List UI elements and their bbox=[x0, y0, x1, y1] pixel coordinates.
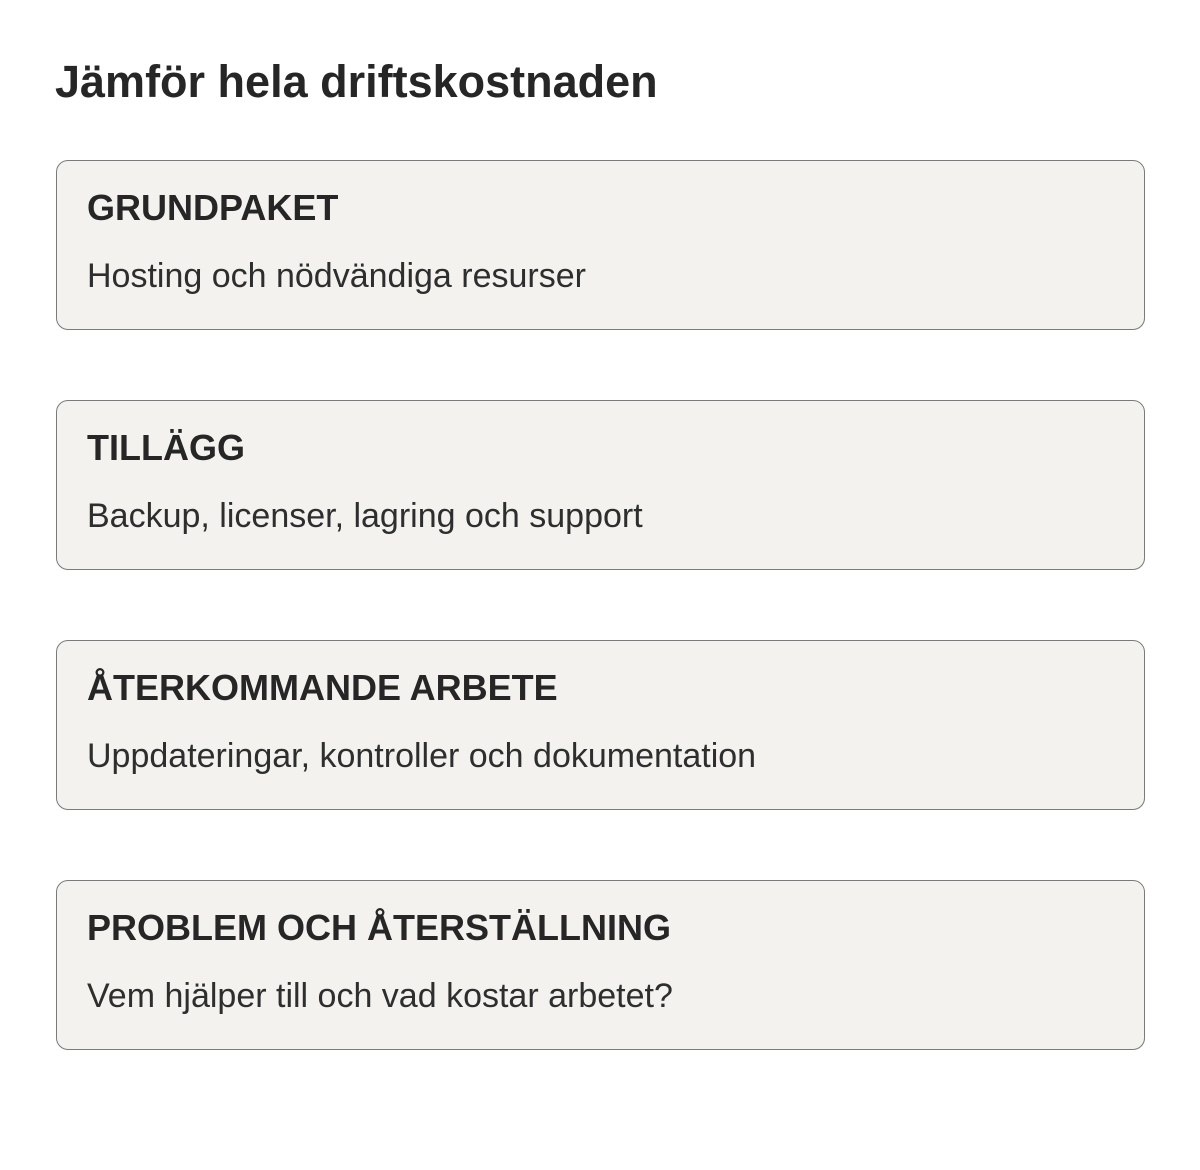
card-title: TILLÄGG bbox=[87, 427, 245, 468]
card-description: Hosting och nödvändiga resurser bbox=[87, 257, 586, 295]
card-title: GRUNDPAKET bbox=[87, 187, 339, 228]
card-grundpaket bbox=[56, 160, 1145, 330]
card-description: Vem hjälper till och vad kostar arbetet? bbox=[87, 977, 673, 1015]
card-problem-och-aterstallning bbox=[56, 880, 1145, 1050]
card-aterkommande-arbete bbox=[56, 640, 1145, 810]
card-title: ÅTERKOMMANDE ARBETE bbox=[87, 667, 558, 708]
card-title: PROBLEM OCH ÅTERSTÄLLNING bbox=[87, 907, 671, 948]
card-description: Backup, licenser, lagring och support bbox=[87, 497, 643, 535]
card-tillagg bbox=[56, 400, 1145, 570]
card-description: Uppdateringar, kontroller och dokumentation bbox=[87, 737, 757, 775]
cost-card-list bbox=[56, 160, 1145, 1120]
page-title: Jämför hela driftskostnaden bbox=[55, 56, 658, 107]
